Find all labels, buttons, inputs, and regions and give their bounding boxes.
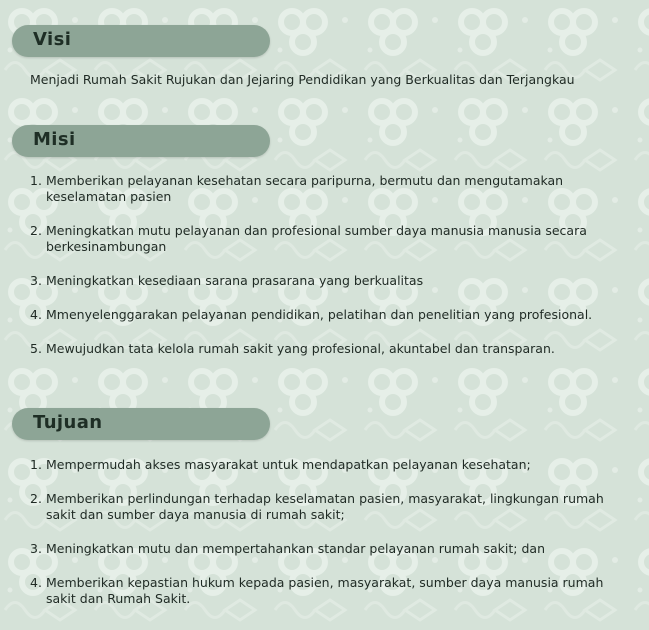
list-number: 2. [30,223,42,238]
list-item-text: Meningkatkan kesediaan sarana prasarana yang berkualitas [46,273,424,288]
list-item-text: Mempermudah akses masyarakat untuk mendapatkan pelayanan kesehatan; [46,457,531,472]
list-number: 4. [30,307,42,322]
tujuan-item-1 [30,457,635,473]
list-item-text: Memberikan perlindungan terhadap keselamatan pasien, masyarakat, lingkungan rumah sakit dan sumber daya manusia di rumah sakit; [46,491,604,522]
tujuan-heading-pill [12,408,270,440]
list-number: 4. [30,575,42,590]
visi-heading: Visi [33,29,72,50]
list-item-text: Mmenyelenggarakan pelayanan pendidikan, pelatihan dan penelitian yang profesional. [46,307,593,322]
misi-item-5 [30,341,635,357]
misi-item-1 [30,173,635,205]
list-number: 1. [30,457,42,472]
list-item-text: Memberikan pelayanan kesehatan secara paripurna, bermutu dan mengutamakan keselamatan pasien [46,173,564,204]
misi-list [30,173,635,375]
list-number: 1. [30,173,42,188]
list-number: 3. [30,273,42,288]
misi-item-4 [30,307,635,323]
list-number: 2. [30,491,42,506]
tujuan-item-4 [30,575,635,607]
list-number: 5. [30,341,42,356]
visi-heading-pill [12,25,270,57]
list-item-text: Memberikan kepastian hukum kepada pasien, masyarakat, sumber daya manusia rumah sakit dan Rumah Sakit. [46,575,604,606]
list-item-text: Mewujudkan tata kelola rumah sakit yang profesional, akuntabel dan transparan. [46,341,555,356]
misi-heading: Misi [33,129,76,150]
list-item-text: Meningkatkan mutu pelayanan dan profesional sumber daya manusia manusia secara berkesinambungan [46,223,587,254]
tujuan-item-2 [30,491,635,523]
misi-heading-pill [12,125,270,157]
misi-item-2 [30,223,635,255]
visi-text: Menjadi Rumah Sakit Rujukan dan Jejaring Pendidikan yang Berkualitas dan Terjangkau [30,72,575,87]
list-number: 3. [30,541,42,556]
tujuan-heading: Tujuan [33,412,103,433]
tujuan-list [30,457,635,625]
tujuan-item-3 [30,541,635,557]
misi-item-3 [30,273,635,289]
list-item-text: Meningkatkan mutu dan mempertahankan standar pelayanan rumah sakit; dan [46,541,545,556]
